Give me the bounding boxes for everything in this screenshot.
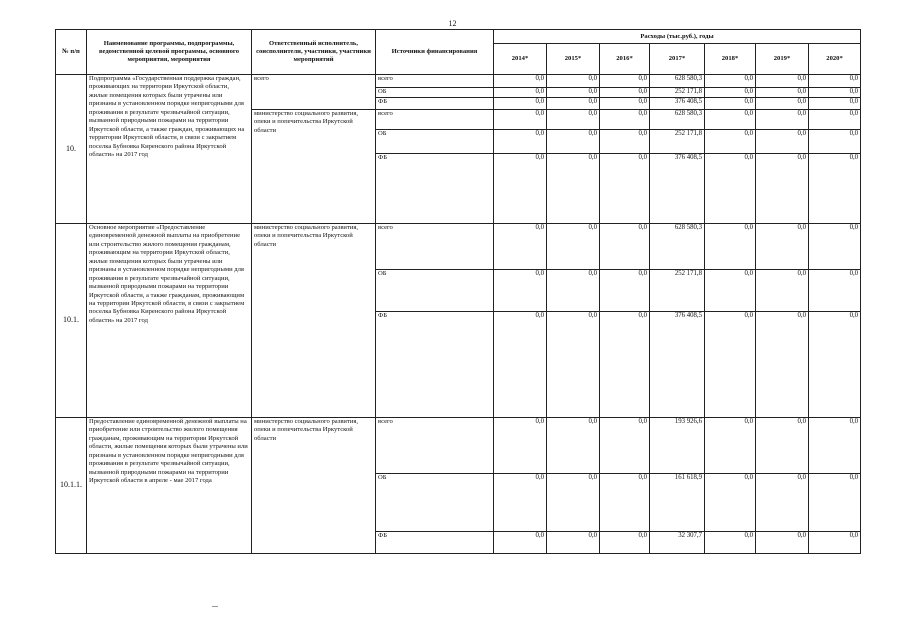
expense-value: 0,0 bbox=[494, 75, 547, 88]
executor: всего bbox=[252, 75, 376, 110]
header-year: 2020* bbox=[809, 44, 861, 75]
expense-value: 0,0 bbox=[547, 110, 600, 130]
header-source: Источники финансирования bbox=[376, 30, 494, 75]
expense-value: 0,0 bbox=[494, 88, 547, 98]
expense-value: 0,0 bbox=[756, 312, 809, 418]
funding-source: ОБ bbox=[376, 474, 494, 532]
expense-value: 0,0 bbox=[600, 75, 650, 88]
executor: министерство социального развития, опеки и попечительства Иркутской области bbox=[252, 110, 376, 224]
header-year: 2019* bbox=[756, 44, 809, 75]
funding-source: ФБ bbox=[376, 154, 494, 224]
expense-value: 0,0 bbox=[600, 532, 650, 554]
expense-value: 0,0 bbox=[547, 224, 600, 270]
expense-value: 0,0 bbox=[494, 130, 547, 154]
table-row bbox=[56, 418, 861, 474]
expense-value: 0,0 bbox=[756, 75, 809, 88]
expense-value: 0,0 bbox=[809, 474, 861, 532]
expense-value: 0,0 bbox=[809, 270, 861, 312]
expense-value: 0,0 bbox=[809, 224, 861, 270]
expense-value: 0,0 bbox=[547, 270, 600, 312]
expense-value: 0,0 bbox=[705, 418, 756, 474]
expense-value: 376 408,5 bbox=[650, 98, 705, 110]
expense-value: 628 580,3 bbox=[650, 110, 705, 130]
expense-value: 0,0 bbox=[600, 270, 650, 312]
table-body bbox=[56, 75, 861, 554]
expense-value: 0,0 bbox=[756, 224, 809, 270]
expense-value: 0,0 bbox=[600, 130, 650, 154]
header-executor: Ответственный исполнитель, соисполнители, участники, участники мероприятий bbox=[252, 30, 376, 75]
executor: министерство социального развития, опеки и попечительства Иркутской области bbox=[252, 224, 376, 418]
expense-value: 0,0 bbox=[756, 270, 809, 312]
expense-value: 0,0 bbox=[809, 154, 861, 224]
expense-value: 0,0 bbox=[494, 474, 547, 532]
expense-value: 0,0 bbox=[809, 312, 861, 418]
header-num: № п/п bbox=[56, 30, 87, 75]
expense-value: 0,0 bbox=[756, 88, 809, 98]
expense-value: 0,0 bbox=[547, 88, 600, 98]
expense-value: 0,0 bbox=[600, 110, 650, 130]
expense-value: 0,0 bbox=[547, 418, 600, 474]
expense-value: 0,0 bbox=[809, 75, 861, 88]
expense-value: 0,0 bbox=[809, 110, 861, 130]
stray-mark bbox=[212, 606, 218, 607]
header-year: 2014* bbox=[494, 44, 547, 75]
expense-value: 0,0 bbox=[705, 75, 756, 88]
expense-value: 252 171,8 bbox=[650, 88, 705, 98]
executor: министерство социального развития, опеки и попечительства Иркутской области bbox=[252, 418, 376, 554]
expense-value: 0,0 bbox=[494, 312, 547, 418]
header-year: 2017* bbox=[650, 44, 705, 75]
expense-value: 0,0 bbox=[547, 532, 600, 554]
header-expenses: Расходы (тыс.руб.), годы bbox=[494, 30, 861, 44]
row-number: 10. bbox=[56, 75, 87, 224]
expense-value: 0,0 bbox=[547, 98, 600, 110]
expense-value: 0,0 bbox=[705, 88, 756, 98]
expense-value: 0,0 bbox=[756, 154, 809, 224]
expense-value: 0,0 bbox=[809, 130, 861, 154]
funding-source: ФБ bbox=[376, 98, 494, 110]
expense-value: 0,0 bbox=[705, 532, 756, 554]
expense-value: 0,0 bbox=[705, 270, 756, 312]
expense-value: 0,0 bbox=[494, 110, 547, 130]
expense-value: 0,0 bbox=[756, 110, 809, 130]
expense-value: 0,0 bbox=[600, 418, 650, 474]
funding-source: ОБ bbox=[376, 88, 494, 98]
expense-value: 32 307,7 bbox=[650, 532, 705, 554]
program-name: Основное мероприятие «Предоставление единовременной денежной выплаты на приобретение или строительство жилого помещения гражданам, проживающим на территории Иркутской области, жилые помещения которых были утрачены или признаны в установленном порядке непригодными для проживания в результате чрезвычайной ситуации, вызванной природными пожарами на территории Иркутской области, а также гражданам, проживающим на территории Иркутской области, в связи с закрытием поселка Бубновка Киренского района Иркутской области» на 2017 год bbox=[87, 224, 252, 418]
expense-value: 0,0 bbox=[705, 312, 756, 418]
expense-value: 0,0 bbox=[600, 312, 650, 418]
expense-value: 0,0 bbox=[494, 154, 547, 224]
expense-value: 0,0 bbox=[600, 98, 650, 110]
budget-table bbox=[55, 29, 861, 554]
expense-value: 0,0 bbox=[809, 88, 861, 98]
expense-value: 0,0 bbox=[756, 418, 809, 474]
expense-value: 0,0 bbox=[600, 474, 650, 532]
expense-value: 0,0 bbox=[547, 154, 600, 224]
funding-source: ФБ bbox=[376, 532, 494, 554]
expense-value: 0,0 bbox=[756, 98, 809, 110]
expense-value: 252 171,8 bbox=[650, 270, 705, 312]
expense-value: 0,0 bbox=[756, 474, 809, 532]
header-year: 2015* bbox=[547, 44, 600, 75]
expense-value: 0,0 bbox=[705, 110, 756, 130]
expense-value: 628 580,3 bbox=[650, 75, 705, 88]
expense-value: 0,0 bbox=[705, 224, 756, 270]
table-row bbox=[56, 75, 861, 88]
expense-value: 0,0 bbox=[705, 474, 756, 532]
expense-value: 193 926,6 bbox=[650, 418, 705, 474]
expense-value: 0,0 bbox=[809, 532, 861, 554]
funding-source: всего bbox=[376, 110, 494, 130]
funding-source: всего bbox=[376, 418, 494, 474]
header-name: Наименование программы, подпрограммы, ведомственной целевой программы, основного мероприятия, мероприятия bbox=[87, 30, 252, 75]
expense-value: 0,0 bbox=[494, 98, 547, 110]
expense-value: 0,0 bbox=[809, 418, 861, 474]
header-year: 2018* bbox=[705, 44, 756, 75]
expense-value: 0,0 bbox=[547, 130, 600, 154]
expense-value: 0,0 bbox=[705, 98, 756, 110]
expense-value: 628 580,3 bbox=[650, 224, 705, 270]
expense-value: 0,0 bbox=[600, 224, 650, 270]
table-row bbox=[56, 224, 861, 270]
program-name: Предоставление единовременной денежной выплаты на приобретение или строительство жилого помещения гражданам, проживающим на территории Иркутской области, жилые помещения которых были утрачены или признаны в установленном порядке непригодными для проживания в результате чрезвычайной ситуации, вызванной природными пожарами на территории Иркутской области в апреле - мае 2017 года bbox=[87, 418, 252, 554]
header-year: 2016* bbox=[600, 44, 650, 75]
expense-value: 0,0 bbox=[756, 532, 809, 554]
expense-value: 0,0 bbox=[494, 270, 547, 312]
expense-value: 0,0 bbox=[705, 130, 756, 154]
expense-value: 0,0 bbox=[600, 88, 650, 98]
funding-source: всего bbox=[376, 224, 494, 270]
expense-value: 0,0 bbox=[600, 154, 650, 224]
page-number: 12 bbox=[448, 19, 457, 28]
funding-source: ОБ bbox=[376, 270, 494, 312]
expense-value: 0,0 bbox=[809, 98, 861, 110]
row-number: 10.1.1. bbox=[56, 418, 87, 554]
expense-value: 0,0 bbox=[547, 75, 600, 88]
funding-source: ОБ bbox=[376, 130, 494, 154]
expense-value: 0,0 bbox=[547, 474, 600, 532]
funding-source: всего bbox=[376, 75, 494, 88]
expense-value: 252 171,8 bbox=[650, 130, 705, 154]
expense-value: 161 618,9 bbox=[650, 474, 705, 532]
expense-value: 376 408,5 bbox=[650, 154, 705, 224]
expense-value: 0,0 bbox=[494, 418, 547, 474]
expense-value: 0,0 bbox=[756, 130, 809, 154]
expense-value: 376 408,5 bbox=[650, 312, 705, 418]
expense-value: 0,0 bbox=[494, 224, 547, 270]
expense-value: 0,0 bbox=[494, 532, 547, 554]
expense-value: 0,0 bbox=[547, 312, 600, 418]
expense-value: 0,0 bbox=[705, 154, 756, 224]
row-number: 10.1. bbox=[56, 224, 87, 418]
program-name: Подпрограмма «Государственная поддержка граждан, проживающих на территории Иркутской области, жилые помещения которых были утрачены или признаны в установленном порядке непригодными для проживания в результате чрезвычайной ситуации, вызванной природными пожарами на территории Иркутской области, а также граждан, проживающих на территории Иркутской области, в связи с закрытием поселка Бубновка Киренского района Иркутской области» на 2017 год bbox=[87, 75, 252, 224]
funding-source: ФБ bbox=[376, 312, 494, 418]
